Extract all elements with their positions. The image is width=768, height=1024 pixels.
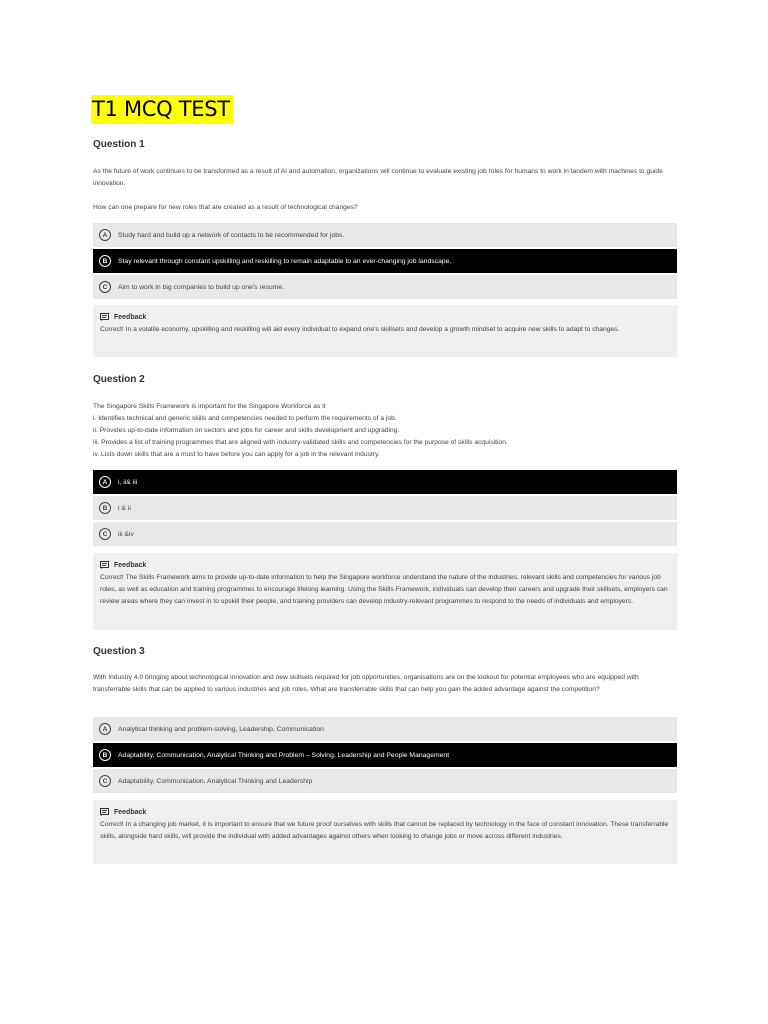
feedback-header [100, 561, 670, 569]
option-label: iii &iv [118, 530, 134, 538]
option-label: Adaptability, Communication, Analytical Thinking and Problem – Solving, Leadership and People Management [118, 751, 450, 759]
feedback-label: Feedback [114, 561, 147, 569]
question-1-option-a[interactable] [93, 223, 677, 247]
feedback-text: Correct! The Skills Framework aims to provide up-to-date information to help the Singapore workforce understand the nature of the industries, relevant skills and competencies for various job roles, as well as education and training programmes to encourage lifelong learning. Using the Skills Framework, individuals can develop their careers and upgrade their skillsets, employers can review areas where they can invest in to upskill their people, and training providers can develop industry-relevant programmes to respond to the needs of individuals and employers. [100, 574, 668, 605]
question-3-heading: Question 3 [93, 646, 145, 657]
question-1-heading: Question 1 [93, 139, 145, 150]
question-2-stem-line-1: The Singapore Skills Framework is important for the Singapore Workforce as it [93, 403, 326, 410]
option-label: Analytical thinking and problem-solving, Leadership, Communication [118, 725, 324, 733]
question-2-feedback [93, 553, 677, 630]
question-1-feedback [93, 305, 677, 357]
option-label: i, ii& iii [118, 478, 138, 486]
question-1-stem-para-2: How can one prepare for new roles that are created as a result of technological changes? [93, 204, 358, 211]
question-2-option-b[interactable] [93, 496, 677, 520]
question-2-stem [93, 401, 677, 461]
option-letter-a: A [99, 723, 111, 735]
page-title: T1 MCQ TEST [91, 95, 233, 124]
question-3-feedback [93, 800, 677, 864]
option-label: Stay relevant through constant upskilling and reskilling to remain adaptable to an ever-changing job landscape. [118, 257, 452, 265]
feedback-header [100, 808, 670, 816]
question-2-stem-line-4: iii. Provides a list of training programmes that are aligned with industry-validated skills and competencies for the purpose of skills acquisition. [93, 439, 508, 446]
feedback-icon [100, 561, 109, 569]
option-letter-c: C [99, 775, 111, 787]
question-2-heading: Question 2 [93, 374, 145, 385]
question-1-stem [93, 166, 677, 214]
feedback-text: Correct! In a changing job market, it is important to ensure that we future proof ourselves with skills that cannot be replaced by technology in the face of constant innovation. These transferrable skills, alongside hard skills, will provide the individual with added advantages against others when looking to change jobs or move across different industries. [100, 821, 669, 840]
question-2-stem-line-3: ii. Provides up-to-date information on sectors and jobs for career and skills development and upgrading. [93, 427, 400, 434]
option-letter-c: C [99, 528, 111, 540]
feedback-icon [100, 313, 109, 321]
question-1-stem-para-1: As the future of work continues to be transformed as a result of AI and automation, organizations will continue to evaluate existing job roles for humans to work in tandem with machines to guide innovation. [93, 168, 663, 187]
question-3-stem-para-1: With Industry 4.0 bringing about technological innovation and new skillsets required for job opportunities, organisations are on the lookout for potential employees who are equipped with transferrable skills that can be applied to various industries and job roles. What are transferrable skills that can help you gain the added advantage against the competition? [93, 674, 639, 693]
question-3-option-a[interactable] [93, 717, 677, 741]
option-label: Aim to work in big companies to build up one's resume. [118, 283, 285, 291]
feedback-text: Correct! In a volatile economy, upskilling and reskilling will aid every individual to expand one's skillsets and develop a growth mindset to acquire new skills to adapt to changes. [100, 326, 620, 333]
option-letter-a: A [99, 476, 111, 488]
question-2-stem-line-5: iv. Lists down skills that are a must to have before you can apply for a job in the relevant industry. [93, 451, 380, 458]
option-label: Study hard and build up a network of contacts to be recommended for jobs. [118, 231, 345, 239]
option-letter-b: B [99, 502, 111, 514]
option-label: Adaptability, Communication, Analytical Thinking and Leadership [118, 777, 313, 785]
question-2-option-c[interactable] [93, 522, 677, 546]
question-3-option-c[interactable] [93, 769, 677, 793]
feedback-header [100, 313, 670, 321]
option-letter-b: B [99, 255, 111, 267]
question-1-option-b[interactable] [93, 249, 677, 273]
question-1-option-c[interactable] [93, 275, 677, 299]
feedback-label: Feedback [114, 808, 147, 816]
question-2-option-a[interactable] [93, 470, 677, 494]
option-label: i & ii [118, 504, 131, 512]
option-letter-b: B [99, 749, 111, 761]
feedback-icon [100, 808, 109, 816]
option-letter-a: A [99, 229, 111, 241]
option-letter-c: C [99, 281, 111, 293]
question-3-option-b[interactable] [93, 743, 677, 767]
question-3-stem [93, 672, 677, 696]
question-2-stem-line-2: i. Identifies technical and generic skills and competencies needed to perform the requirements of a job. [93, 415, 397, 422]
feedback-label: Feedback [114, 313, 147, 321]
